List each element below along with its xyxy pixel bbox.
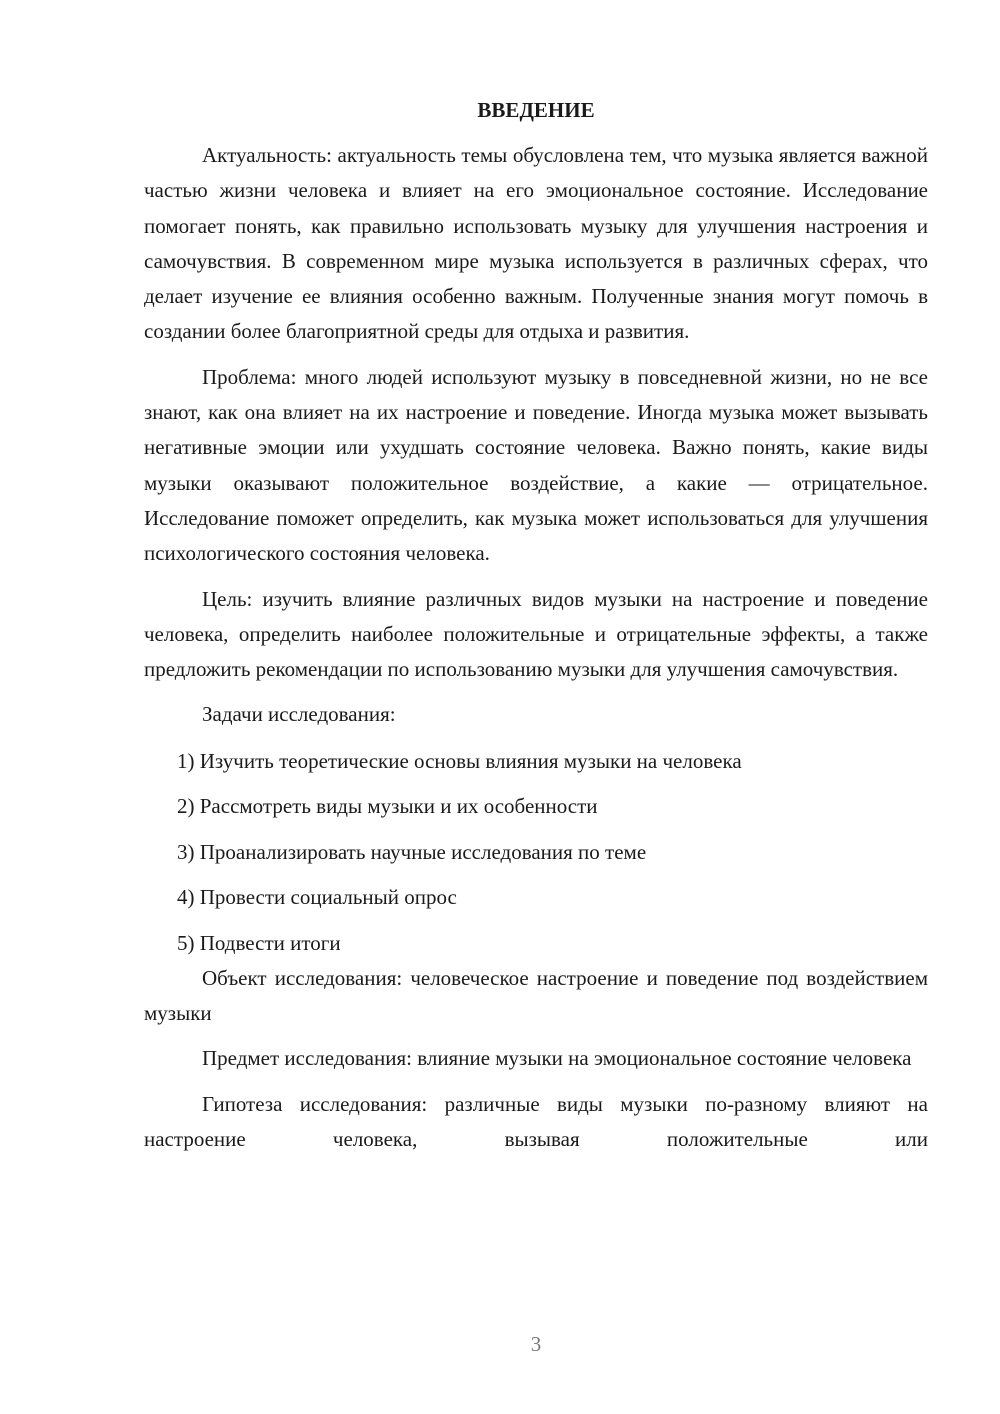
section-title: ВВЕДЕНИЕ (477, 98, 595, 122)
task-item: 3) Проанализировать научные исследования по теме (177, 839, 647, 864)
goal-paragraph: Цель: изучить влияние различных видов музыки на настроение и поведение человека, определить наиболее положительные и отрицательные эффекты, а также предложить рекомендации по использованию музыки для улучшения самочувствия. (144, 586, 928, 682)
relevance-paragraph: Актуальность: актуальность темы обусловлена тем, что музыка является важной частью жизни человека и влияет на его эмоциональное состояние. Исследование помогает понять, как правильно использовать музыку для улучшения настроения и самочувствия. В современном мире музыка используется в различных сферах, что делает изучение ее влияния особенно важным. Полученные знания могут помочь в создании более благоприятной среды для отдыха и развития. (144, 143, 928, 344)
tasks-list (144, 744, 928, 961)
subject-paragraph: Предмет исследования: влияние музыки на эмоциональное состояние человека (202, 1046, 912, 1071)
tasks-heading: Задачи исследования: (202, 702, 396, 727)
problem-paragraph: Проблема: много людей используют музыку в повседневной жизни, но не все знают, как она влияет на их настроение и поведение. Иногда музыка может вызывать негативные эмоции или ухудшать состояние человека. Важно понять, какие виды музыки оказывают положительное воздействие, а какие — отрицательное. Исследование поможет определить, как музыка может использоваться для улучшения психологического состояния человека. (144, 364, 928, 566)
task-item: 2) Рассмотреть виды музыки и их особенности (177, 794, 598, 819)
task-item: 4) Провести социальный опрос (177, 885, 457, 910)
page-content (144, 94, 928, 1157)
hypothesis-paragraph: Гипотеза исследования: различные виды музыки по-разному влияют на настроение человека, вызывая положительные или (144, 1091, 928, 1151)
object-paragraph: Объект исследования: человеческое настроение и поведение под воздействием музыки (144, 965, 928, 1026)
page-number: 3 (530, 1332, 542, 1356)
task-item: 1) Изучить теоретические основы влияния музыки на человека (177, 748, 742, 773)
task-item: 5) Подвести итоги (177, 930, 341, 955)
